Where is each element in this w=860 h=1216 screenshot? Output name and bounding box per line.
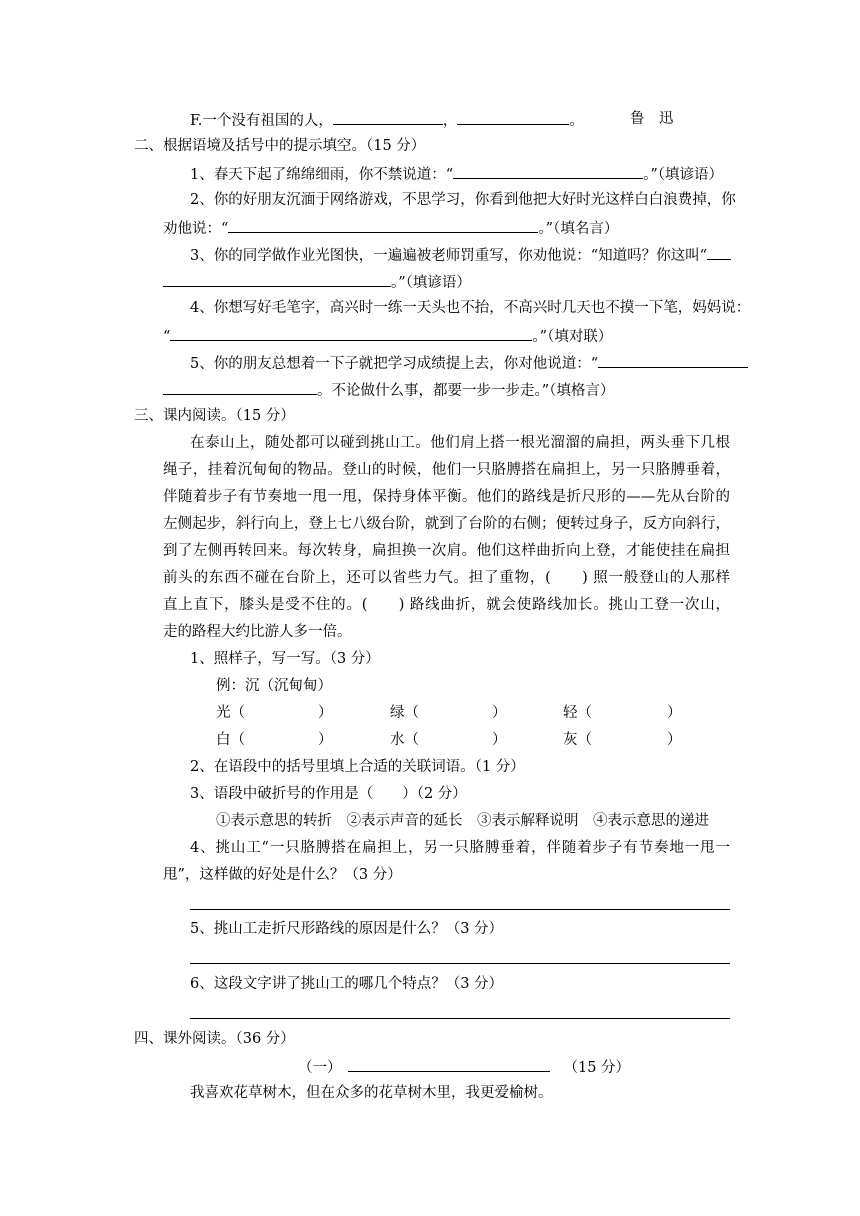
example: 例：沉（沉甸甸） [216,678,332,694]
question-3: 3、语段中破折号的作用是（ ）（2 分） [190,786,467,802]
word-cell: 光（ [216,705,245,721]
passage-line: 我喜欢花草树木，但在众多的花草树木里，我更爱榆树。 [190,1085,553,1101]
question-2-cont: 劝他说：“ 。”（填名言） [163,218,618,238]
question-3-cont: 。”（填谚语） [163,272,471,292]
word-cell: 白（ [216,732,245,748]
question-4-cont: 甩”，这样做的好处是什么？（3 分） [163,867,402,883]
passage-line: 走的路程大约比游人多一倍。 [163,624,352,640]
passage-line: 在泰山上，随处都可以碰到挑山工。他们肩上搭一根光溜溜的扁担，两头垂下几根 [190,435,730,451]
answer-blank[interactable] [598,353,748,368]
answer-blank[interactable] [453,164,643,179]
passage-line: 左侧起步，斜行向上，登上七八级台阶，就到了台阶的右侧；便转过身子，反方向斜行， [163,516,730,532]
passage-line: 到了左侧再转回来。每次转身，扁担换一次肩。他们这样曲折向上登，才能使挂在扁担 [163,543,730,559]
question-2: 2、你的好朋友沉湎于网络游戏，不思学习，你看到他把大好时光这样白白浪费掉，你 [190,192,736,208]
answer-line[interactable] [190,1018,730,1019]
question-2: 2、在语段中的括号里填上合适的关联词语。（1 分） [190,759,525,775]
question-5: 5、挑山工走折尺形路线的原因是什么？（3 分） [190,921,504,937]
question-6: 6、这段文字讲了挑山工的哪几个特点？（3 分） [190,976,504,992]
question-3: 3、你的同学做作业光图快，一遍遍被老师罚重写，你劝他说：“知道吗？你这叫“ [190,245,731,265]
word-cell: ） [667,705,682,721]
question-4: 4、你想写好毛笔字，高兴时一练一天头也不抬，不高兴时几天也不摸一下笔，妈妈说： [190,300,751,316]
question-3-options: ①表示意思的转折 ②表示声音的延长 ③表示解释说明 ④表示意思的递进 [216,813,709,829]
word-cell: 绿（ [390,705,419,721]
question-4-cont: “ 。”（填对联） [163,326,612,346]
question-1: 1、春天下起了绵绵细雨，你不禁说道：“ 。”（填谚语） [190,164,723,184]
title-blank[interactable] [348,1057,550,1072]
word-cell: ） [318,732,333,748]
answer-line[interactable] [190,909,730,910]
answer-blank[interactable] [457,110,569,125]
answer-blank[interactable] [333,110,443,125]
answer-blank[interactable] [163,272,391,287]
word-cell: ） [318,705,333,721]
sub-heading: （一） （15 分） [298,1057,630,1077]
section-heading: 四、课外阅读。（36 分） [134,1031,295,1047]
word-cell: ） [492,705,507,721]
answer-blank[interactable] [163,380,317,395]
word-cell: 水（ [390,732,419,748]
question-5: 5、你的朋友总想着一下子就把学习成绩提上去，你对他说道：“ [190,353,748,373]
word-cell: ） [492,732,507,748]
passage-line: 前头的东西不碰在台阶上，还可以省些力气。担了重物，( ) 照一般登山的人那样 [163,570,730,586]
passage-line: 直上直下，膝头是受不住的。( ) 路线曲折，就会使路线加长。挑山工登一次山， [163,597,730,613]
answer-blank[interactable] [707,245,731,260]
question-4: 4、挑山工“一只胳膊搭在扁担上，另一只胳膊垂着，伴随着步子有节奏地一甩一 [190,840,730,856]
passage-line: 绳子，挂着沉甸甸的物品。登山的时候，他们一只胳膊搭在扁担上，另一只胳膊垂着， [163,462,730,478]
word-cell: 灰（ [563,732,592,748]
answer-blank[interactable] [228,218,538,233]
answer-line[interactable] [190,963,730,964]
passage-line: 伴随着步子有节奏地一甩一甩，保持身体平衡。他们的路线是折尺形的——先从台阶的 [163,489,730,505]
question-1: 1、照样子，写一写。（3 分） [190,651,380,667]
section-heading: 三、课内阅读。（15 分） [134,408,295,424]
question-5-cont: 。不论做什么事，都要一步一步走。”（填格言） [163,380,614,400]
author: 鲁 迅 [630,111,674,127]
section-heading: 二、根据语境及括号中的提示填空。（15 分） [134,138,426,154]
word-cell: ） [667,732,682,748]
item-f: F.一个没有祖国的人， ， 。 [190,110,584,130]
answer-blank[interactable] [170,326,532,341]
word-cell: 轻（ [563,705,592,721]
